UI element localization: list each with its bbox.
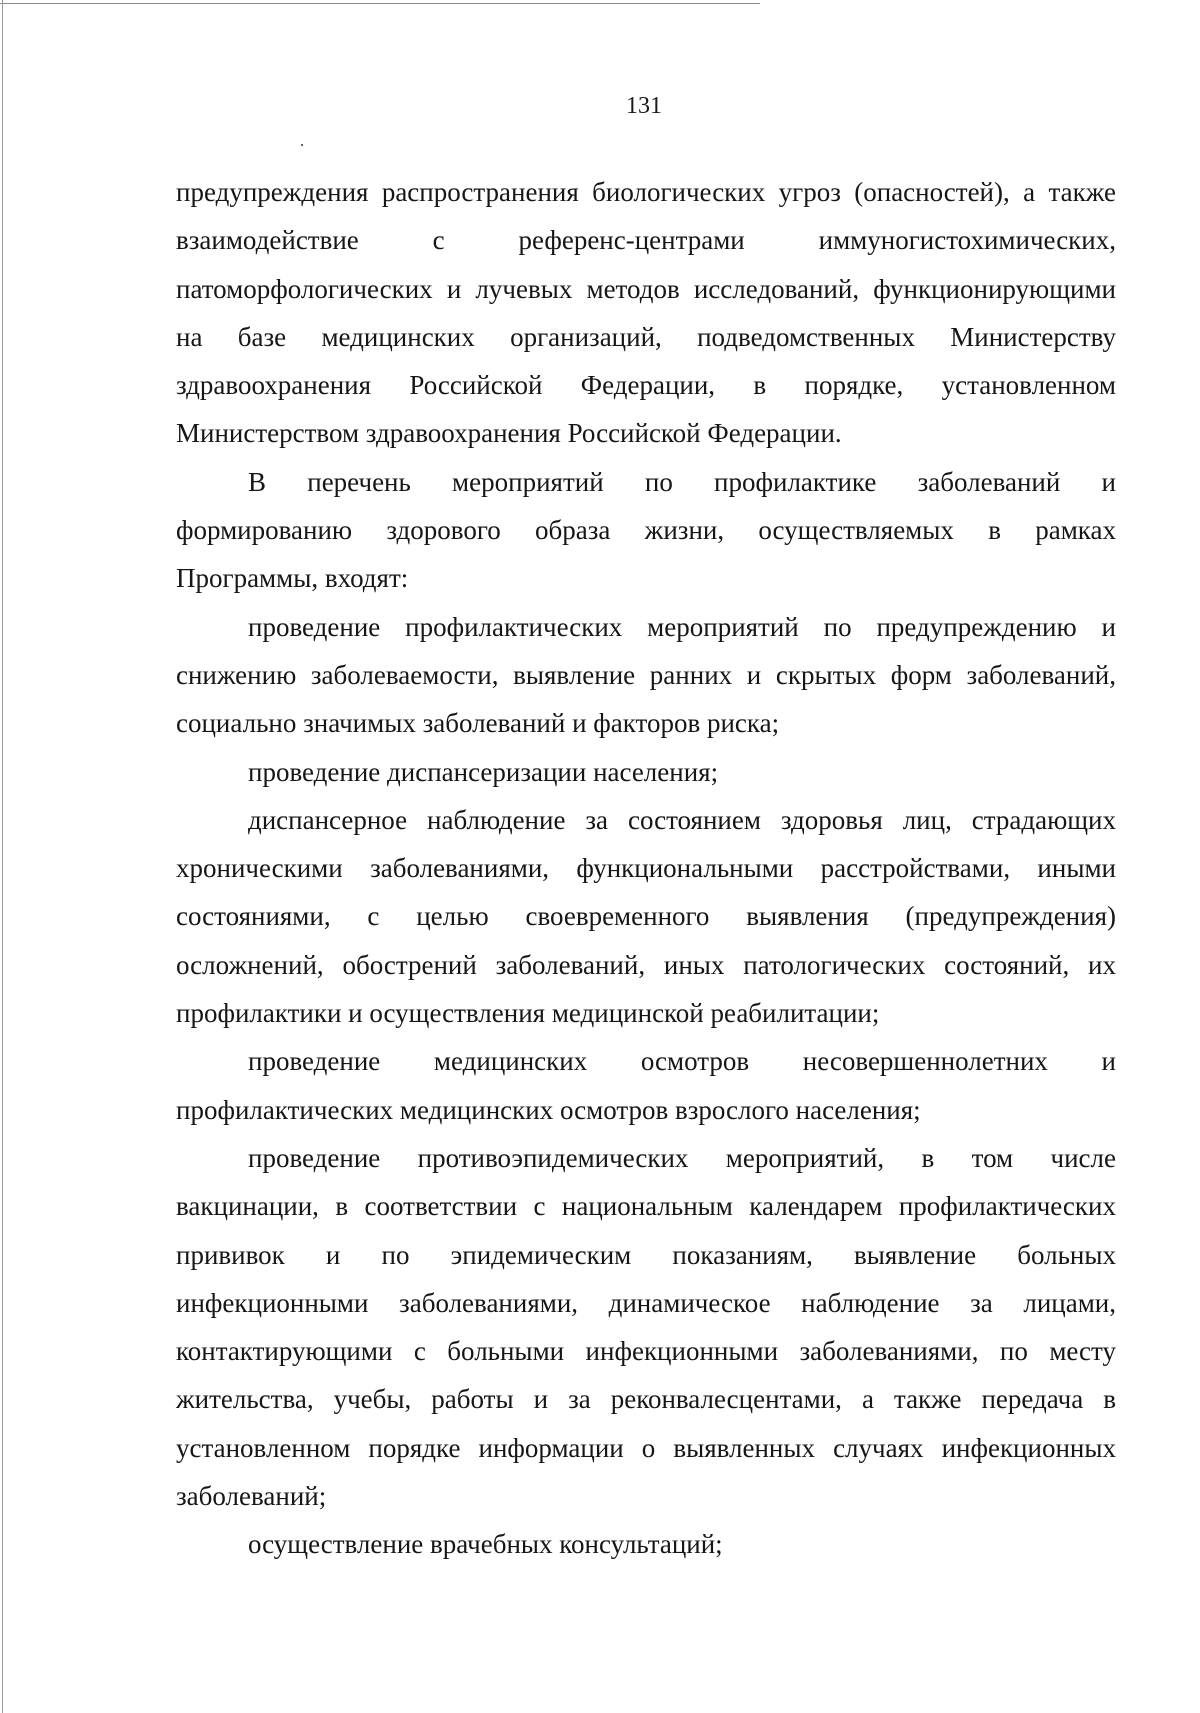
text-line: социально значимых заболеваний и факторов риска; (176, 708, 780, 739)
text-line: на базе медицинских организаций, подведомственных Министерству (176, 321, 1116, 352)
body-text (176, 168, 1116, 1569)
text-line: В перечень мероприятий по профилактике заболеваний и (248, 466, 1116, 497)
text-line: проведение профилактических мероприятий по предупреждению и (248, 611, 1116, 642)
page-number: 131 (626, 93, 662, 119)
text-line: предупреждения распространения биологических угроз (опасностей), а также (176, 177, 1116, 207)
text-line: здравоохранения Российской Федерации, в порядке, установленном (176, 370, 1116, 401)
text-line: проведение медицинских осмотров несовершеннолетних и (248, 1046, 1116, 1077)
text-line: диспансерное наблюдение за состоянием здоровья лиц, страдающих (248, 804, 1116, 835)
text-line: заболеваний; (176, 1481, 327, 1512)
text-line: жительства, учебы, работы и за реконвалесцентами, а также передача в (176, 1384, 1116, 1415)
text-line: проведение диспансеризации населения; (248, 756, 719, 787)
text-line: Министерством здравоохранения Российской Федерации. (176, 418, 842, 449)
text-line: формированию здорового образа жизни, осуществляемых в рамках (176, 515, 1116, 546)
text-line: осложнений, обострений заболеваний, иных патологических состояний, их (176, 949, 1116, 980)
text-line: хроническими заболеваниями, функциональными расстройствами, иными (176, 853, 1116, 884)
text-line: состояниями, с целью своевременного выявления (предупреждения) (176, 901, 1116, 932)
scan-speck (301, 144, 303, 146)
text-line: контактирующими с больными инфекционными заболеваниями, по месту (176, 1336, 1116, 1367)
text-line: взаимодействие с референс-центрами иммуногистохимических, (176, 225, 1116, 256)
text-line: профилактики и осуществления медицинской реабилитации; (176, 998, 880, 1029)
scan-top-edge (0, 3, 760, 4)
text-line: инфекционными заболеваниями, динамическое наблюдение за лицами, (176, 1287, 1116, 1318)
scan-left-edge (2, 0, 3, 1713)
text-line: патоморфологических и лучевых методов исследований, функционирующими (176, 273, 1116, 304)
text-line: снижению заболеваемости, выявление ранних и скрытых форм заболеваний, (176, 659, 1116, 690)
text-line: профилактических медицинских осмотров взрослого населения; (176, 1094, 921, 1125)
text-line: вакцинации, в соответствии с национальным календарем профилактических (176, 1191, 1116, 1222)
text-line: осуществление врачебных консультаций; (248, 1529, 723, 1560)
text-line: установленном порядке информации о выявленных случаях инфекционных (176, 1432, 1116, 1463)
text-line: Программы, входят: (176, 563, 409, 594)
text-line: проведение противоэпидемических мероприятий, в том числе (248, 1142, 1116, 1173)
text-line: прививок и по эпидемическим показаниям, выявление больных (176, 1239, 1116, 1270)
